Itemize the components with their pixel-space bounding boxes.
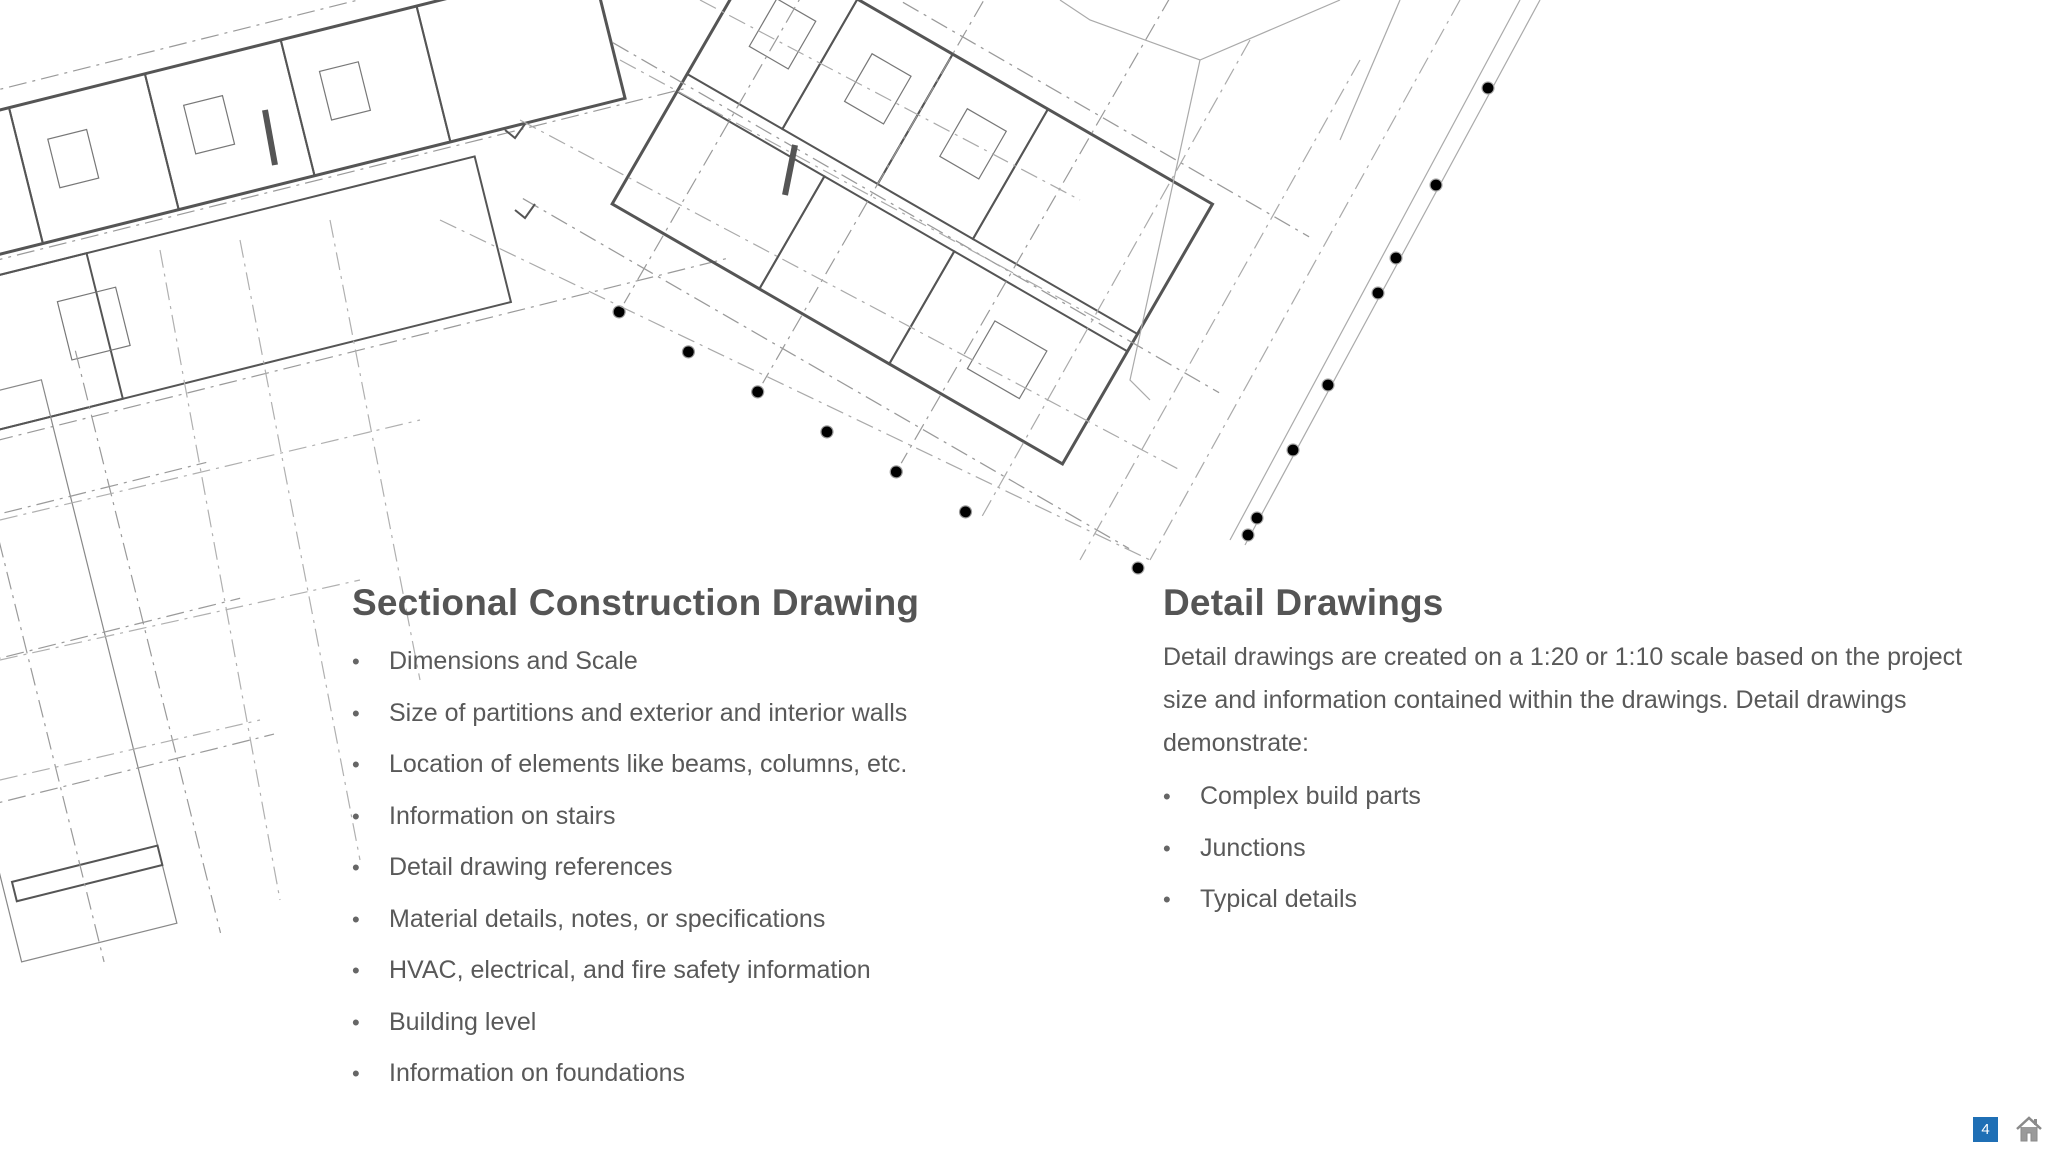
list-item: • Dimensions and Scale xyxy=(352,636,1112,688)
list-item: • HVAC, electrical, and fire safety information xyxy=(352,945,1112,997)
sectional-construction-section xyxy=(352,582,1112,1100)
section-heading: Sectional Construction Drawing xyxy=(352,582,920,623)
list-item: • Building level xyxy=(352,997,1112,1049)
list-item: • Information on foundations xyxy=(352,1048,1112,1100)
list-item: • Junctions xyxy=(1163,823,2003,875)
sectional-list xyxy=(352,636,1112,1100)
detail-list xyxy=(1163,771,2003,926)
page-number-badge[interactable]: 4 xyxy=(1973,1117,1998,1142)
home-icon[interactable] xyxy=(2014,1114,2044,1144)
list-item: • Information on stairs xyxy=(352,791,1112,843)
list-item: • Size of partitions and exterior and interior walls xyxy=(352,688,1112,740)
section-heading: Detail Drawings xyxy=(1163,582,1444,623)
list-item: • Detail drawing references xyxy=(352,842,1112,894)
list-item: • Location of elements like beams, columns, etc. xyxy=(352,739,1112,791)
section-intro: Detail drawings are created on a 1:20 or 1:10 scale based on the project size and information contained within the drawings. Detail drawings demonstrate: xyxy=(1163,643,1963,757)
list-item: • Material details, notes, or specifications xyxy=(352,894,1112,946)
list-item: • Typical details xyxy=(1163,874,2003,926)
list-item: • Complex build parts xyxy=(1163,771,2003,823)
detail-drawings-section xyxy=(1163,582,2003,926)
